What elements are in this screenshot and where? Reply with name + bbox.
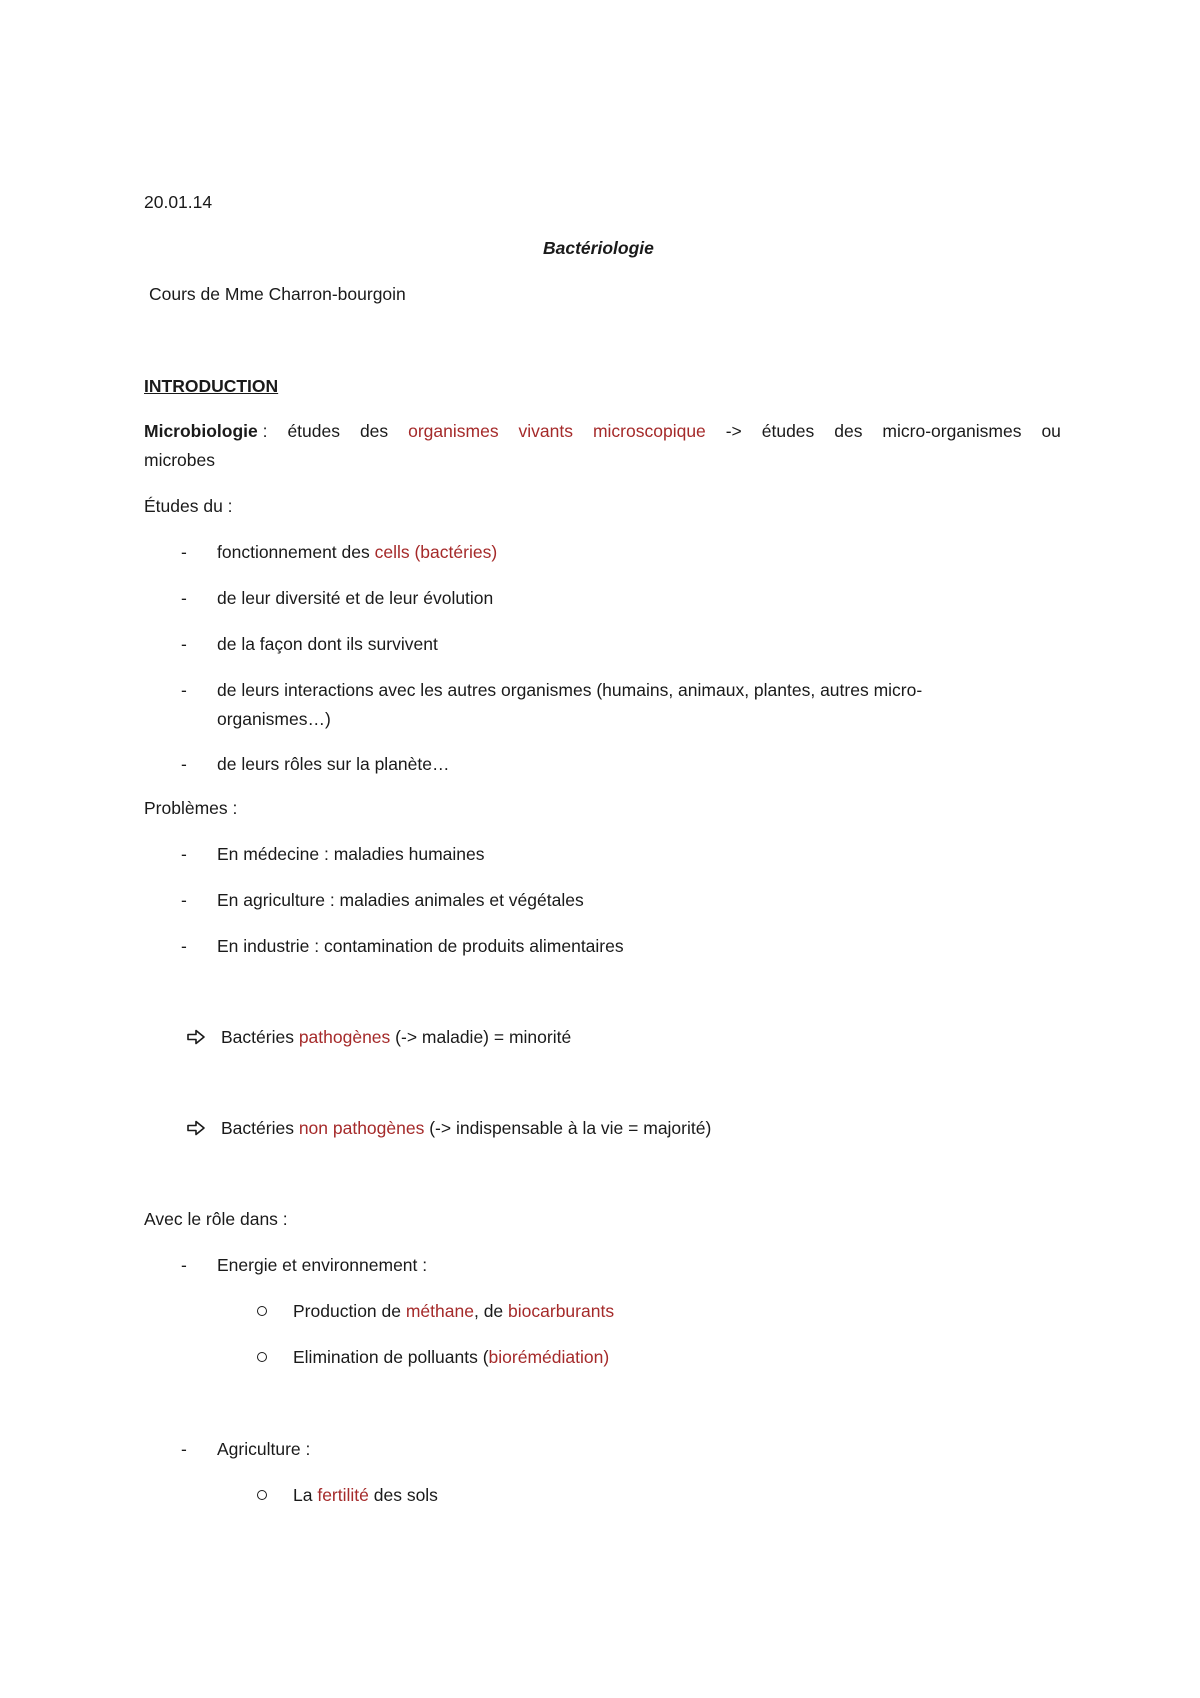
bullet-dash: - (181, 844, 187, 864)
text-segment: de leurs interactions avec les autres organismes (humains, animaux, plantes, autres micro- (217, 680, 923, 700)
micro-word: études (287, 421, 340, 441)
problemes-label: Problèmes : (144, 798, 238, 818)
author-line: Cours de Mme Charron-bourgoin (149, 284, 406, 304)
list-item-text: En industrie : contamination de produits alimentaires (217, 936, 624, 956)
bullet-dash: - (181, 542, 187, 562)
microbiologie-line-1 (144, 420, 1061, 442)
arrow-right-icon (187, 1028, 207, 1044)
microbiologie-line-2: microbes (144, 450, 215, 470)
text-segment: des sols (368, 1485, 438, 1505)
highlight-text: biorémédiation) (488, 1347, 610, 1367)
micro-word: des (834, 421, 863, 441)
highlight-text: pathogènes (298, 1027, 391, 1047)
list-item-continuation (217, 708, 331, 730)
text-segment: La (293, 1485, 318, 1505)
list-item (181, 587, 493, 609)
sub-list-item (257, 1300, 614, 1322)
circle-bullet-icon (257, 1352, 267, 1362)
bullet-dash: - (181, 1255, 187, 1275)
list-item (181, 889, 584, 911)
bullet-dash: - (181, 634, 187, 654)
highlight-text: non pathogènes (298, 1118, 425, 1138)
bullet-dash: - (181, 680, 187, 700)
list-item (181, 843, 485, 865)
text-segment: de la façon dont ils survivent (217, 634, 438, 654)
list-item (181, 679, 922, 701)
text-segment: (-> maladie) = minorité (390, 1027, 572, 1047)
micro-word-highlight: organismes (408, 421, 499, 441)
micro-word: micro-organismes (882, 421, 1022, 441)
micro-word: ou (1041, 421, 1061, 441)
text-segment: Production de (293, 1301, 406, 1321)
circle-bullet-icon (257, 1490, 267, 1500)
text-segment: Bactéries (221, 1118, 299, 1138)
role-label: Avec le rôle dans : (144, 1209, 288, 1229)
bullet-dash: - (181, 754, 187, 774)
page-title: Bactériologie (543, 238, 654, 258)
arrow-item (187, 1026, 571, 1048)
sub-list-item (257, 1346, 609, 1368)
micro-word: études (761, 421, 815, 441)
list-item-text: En médecine : maladies humaines (217, 844, 485, 864)
arrow-item (187, 1117, 711, 1139)
role-label-text: Agriculture : (217, 1439, 311, 1459)
role-item (181, 1438, 310, 1460)
etudes-label: Études du : (144, 496, 233, 516)
definition-term: Microbiologie : (144, 421, 268, 441)
text-segment: de leur diversité et de leur évolution (217, 588, 494, 608)
list-item (181, 633, 438, 655)
list-item-text: En agriculture : maladies animales et végétales (217, 890, 584, 910)
list-item (181, 541, 497, 563)
bullet-dash: - (181, 1439, 187, 1459)
text-segment: fonctionnement des (217, 542, 375, 562)
highlight-text: méthane (405, 1301, 474, 1321)
list-item (181, 935, 624, 957)
text-segment: Elimination de polluants ( (293, 1347, 489, 1367)
micro-word: -> (725, 421, 742, 441)
text-segment: de leurs rôles sur la planète… (217, 754, 450, 774)
bullet-dash: - (181, 936, 187, 956)
text-segment: (-> indispensable à la vie = majorité) (424, 1118, 712, 1138)
highlight-text: biocarburants (508, 1301, 615, 1321)
micro-word-highlight: microscopique (592, 421, 706, 441)
date: 20.01.14 (144, 192, 213, 212)
text-segment: organismes…) (217, 709, 331, 729)
micro-word-highlight: vivants (518, 421, 573, 441)
bullet-dash: - (181, 588, 187, 608)
micro-word: des (359, 421, 389, 441)
list-item (181, 753, 449, 775)
sub-list-item (257, 1484, 438, 1506)
highlight-text: cells (bactéries) (374, 542, 498, 562)
section-heading: INTRODUCTION (144, 376, 279, 396)
bullet-dash: - (181, 890, 187, 910)
role-label-text: Energie et environnement : (217, 1255, 428, 1275)
circle-bullet-icon (257, 1306, 267, 1316)
text-segment: , de (473, 1301, 509, 1321)
text-segment: Bactéries (221, 1027, 299, 1047)
role-item (181, 1254, 427, 1276)
highlight-text: fertilité (317, 1485, 369, 1505)
arrow-right-icon (187, 1119, 207, 1135)
